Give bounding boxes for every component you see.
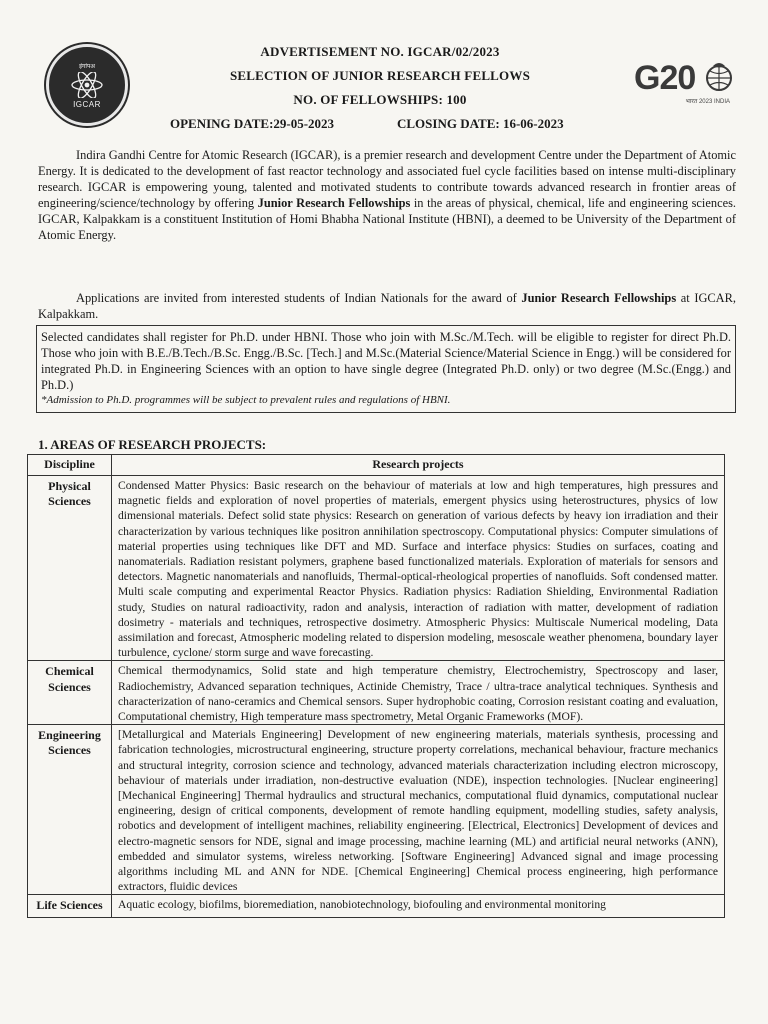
registration-box (36, 325, 736, 413)
logo-top-text: इंगांपअ (79, 63, 95, 70)
table-row (28, 895, 725, 917)
closing-date: CLOSING DATE: 16-06-2023 (397, 116, 564, 131)
intro-text-b: in the areas of physical, chemical, life and engineering sciences. IGCAR, Kalpakkam is a constituent Institution of Homi Bhabha National Institute (HBNI), a deemed to be University of the Department of Atomic Energy. (38, 196, 736, 242)
opening-date: OPENING DATE:29-05-2023 (170, 116, 335, 131)
lotus-globe-icon (702, 60, 736, 94)
header-projects: Research projects (112, 455, 725, 476)
table-header-row (28, 455, 725, 476)
application-paragraph (38, 290, 736, 322)
registration-text: Selected candidates shall register for Ph.D. under HBNI. Those who join with M.Sc./M.Tech. will be eligible to register for direct Ph.D. Those who join with B.E./B.Tech./B.Sc. Engg./B.Sc. [Tech.] and M.Sc.(Material Science/Material Science in Engg.) will be considered for integrated Ph.D. in Engineering Sciences with an option to have single degree (Integrated Ph.D. only) or two degree (M.Sc.(Engg.) and Ph.D.) (41, 330, 731, 392)
discipline-cell: Physical Sciences (28, 476, 112, 661)
g20-logo (634, 60, 738, 112)
projects-cell: Condensed Matter Physics: Basic research on the behaviour of materials at low and high temperatures, high pressures and magnetic fields and exploration of novel properties of materials, emergent physics using heterostructures, physics of low dimensional materials. Defect solid state physics: Research on generation of various defects by heavy ion irradiation and their characterization by various techniques like positron annihilation spectroscopy. Computational physics: Computer simulations of material properties using techniques like DFT and MD. Surface and interface physics: Studies on surfaces, coating and nanomaterials. Radiation resistant polymers, graphene based functionalized materials. Exploration of materials for sensors and detectors. Magnetic nanomaterials and nanofluids, Thermal-optical-rheological properties of nanofluids. Soft condensed matter. Multi scale computing and experimental Reactor Physics. Radiation physics: Radiation Shielding, Environmental Radiation study, Studies on natural radioactivity, radon and analysis, interaction of radiation with matter, development of radiation dosimetry - materials and techniques, retrospective dosimetry. Atmospheric Physics: Multiscale Numerical modeling, Data assimilation and forecast, Atmospheric modeling related to dispersion modeling, mesoscale weather phenomena, boundary layer turbulence, cyclone/ storm surge and wave forecasting. (112, 476, 725, 661)
admission-note: *Admission to Ph.D. programmes will be subject to prevalent rules and regulations of HBNI. (41, 394, 451, 406)
discipline-cell: Life Sciences (28, 895, 112, 917)
section-title: 1. AREAS OF RESEARCH PROJECTS: (38, 437, 267, 452)
header-discipline: Discipline (28, 455, 112, 476)
application-text-b: at IGCAR, Kalpakkam. (38, 291, 736, 321)
application-text-a: Applications are invited from interested students of Indian Nationals for the award of (76, 291, 522, 305)
table-row (28, 661, 725, 725)
g20-text: G20 (634, 59, 696, 97)
research-table (27, 454, 725, 918)
selection-title: SELECTION OF JUNIOR RESEARCH FELLOWS (230, 68, 530, 83)
projects-cell: [Metallurgical and Materials Engineering] Development of new engineering materials, materials synthesis, processing and fabrication technologies, microstructural engineering, structure property correlations, mechanical behaviour, fracture mechanics and structural integrity, corrosion science and technology, advanced materials characterization including electron microscopy, behaviour of materials under irradiation, non-destructive evaluation (NDE), inspection technologies. [Nuclear engineering] [Mechanical Engineering] Thermal hydraulics and structural mechanics, computational fluid dynamics, computational nuclear engineering, design of critical components, development of remote handling equipment, modelling studies, safety analysis, robotics and development of intelligent machines, reliability engineering. [Electrical, Electronics] Development of devices and electro-magnetic sensors for NDE, signal and image processing, machine learning (ML) and artificial neural networks (ANN), embedded and simulator systems, wireless networking. [Software Engineering] Advanced signal and image processing algorithms including ML and ANN for NDE. [Chemical Engineering] Chemical process engineering, high performance extractors, fluidic devices (112, 725, 725, 895)
intro-bold: Junior Research Fellowships (257, 196, 411, 210)
logo-org-text: IGCAR (73, 99, 101, 109)
projects-cell: Aquatic ecology, biofilms, bioremediation, nanobiotechnology, biofouling and environmental monitoring (112, 895, 725, 917)
projects-cell: Chemical thermodynamics, Solid state and high temperature chemistry, Electrochemistry, Spectroscopy and laser, Radiochemistry, Advanced separation techniques, Actinide Chemistry, Trace / ultra-trace analytical techniques. Synthesis and characterization of nano-ceramics and Chemical sensors. Super hydrophobic coating, Corrosion resistant coating and evaluation, Computational chemistry, High temperature mass spectrometry, Metal Organic Frameworks (MOF). (112, 661, 725, 725)
intro-paragraph (38, 147, 736, 243)
application-bold: Junior Research Fellowships (521, 291, 677, 305)
discipline-cell: Chemical Sciences (28, 661, 112, 725)
table-row (28, 725, 725, 895)
atom-icon (70, 72, 104, 98)
table-row (28, 476, 725, 661)
igcar-logo (46, 44, 128, 126)
g20-subtitle: भारत 2023 INDIA (685, 99, 730, 105)
discipline-cell: Engineering Sciences (28, 725, 112, 895)
advertisement-number: ADVERTISEMENT NO. IGCAR/02/2023 (260, 44, 500, 59)
fellowship-count: NO. OF FELLOWSHIPS: 100 (293, 92, 467, 107)
intro-text-a: Indira Gandhi Centre for Atomic Research (IGCAR), is a premier research and development Centre under the Department of Atomic Energy. It is dedicated to the development of fast reactor technology and associated fuel cycle facilities based on intense multi-disciplinary research. IGCAR is empowering young, talented and motivated students to contribute towards advanced research in frontier areas of engineering/science/technology by offering (38, 148, 736, 210)
